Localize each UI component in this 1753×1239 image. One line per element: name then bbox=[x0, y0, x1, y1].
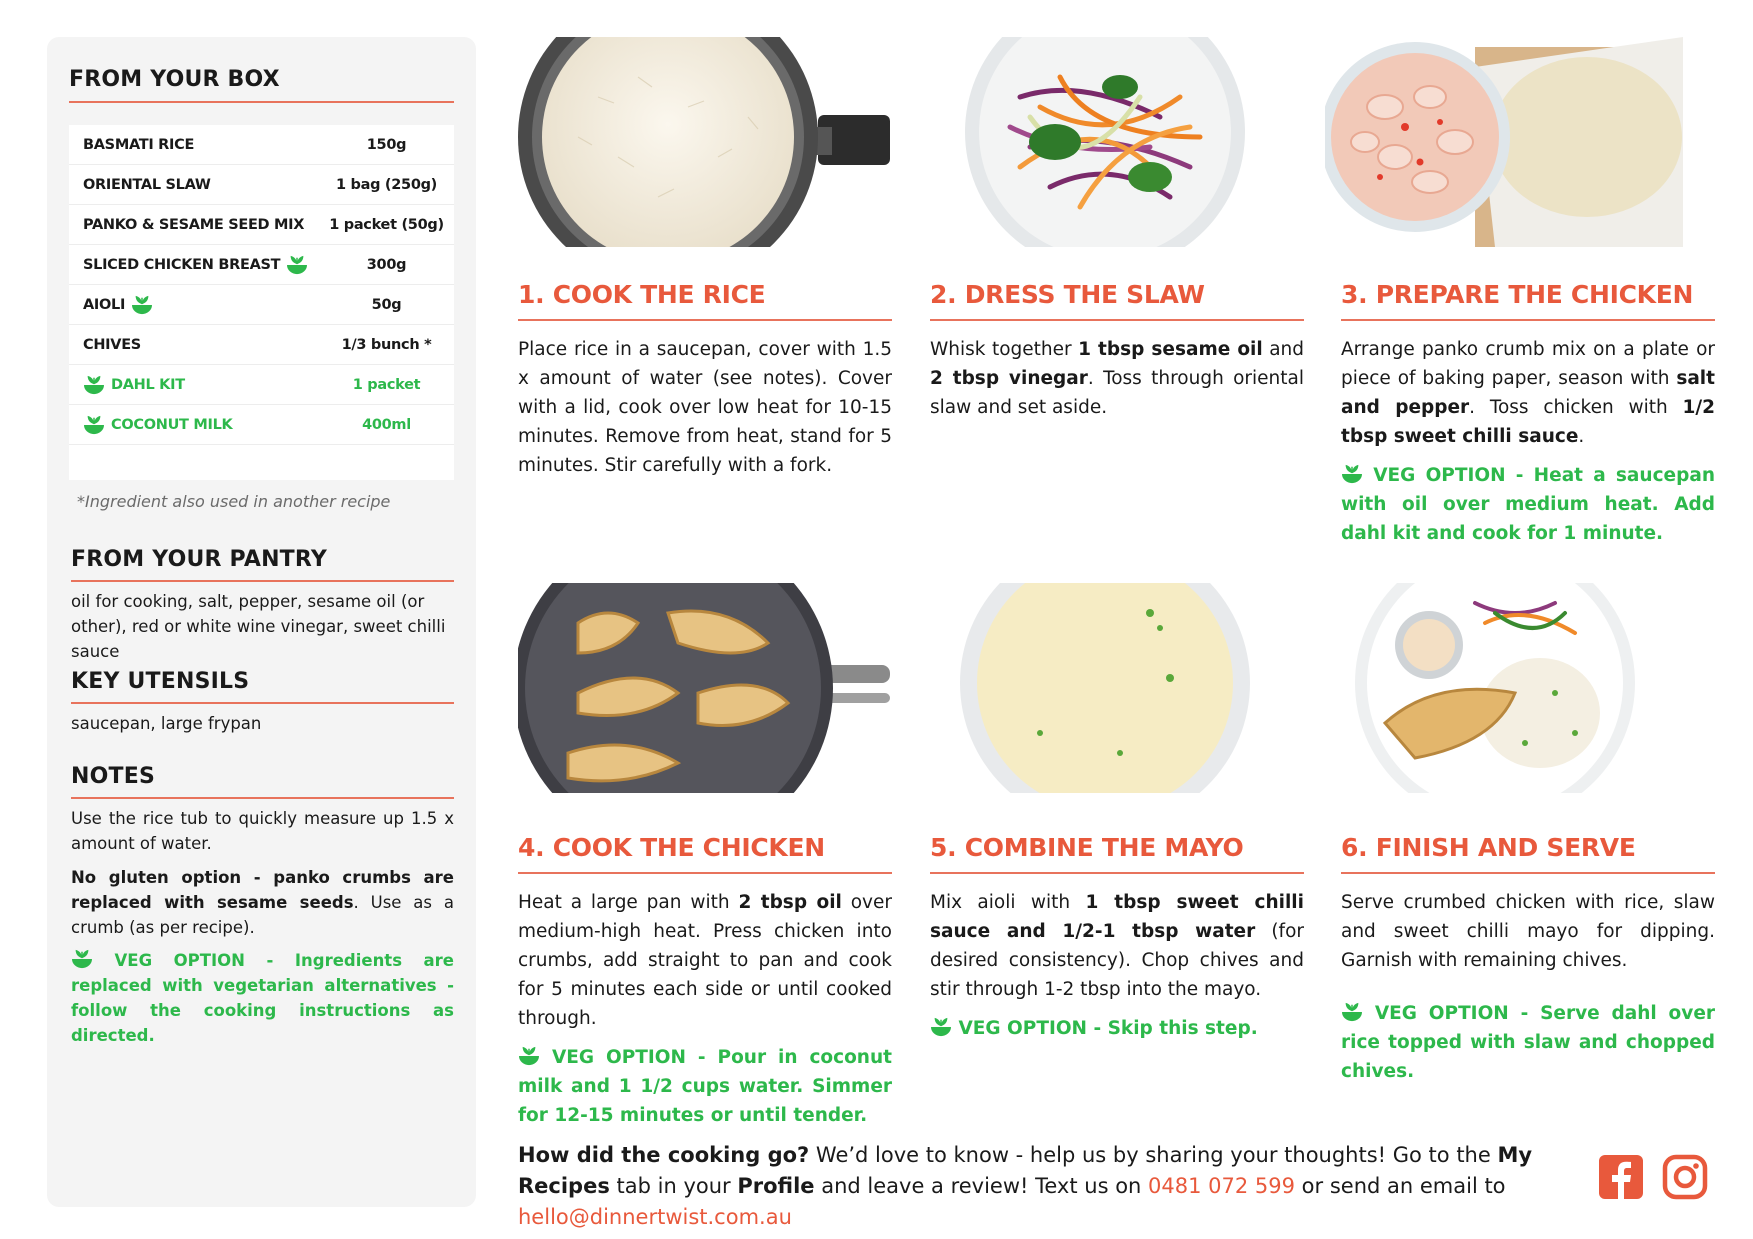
veg-leaf-icon bbox=[518, 1046, 540, 1066]
step-text: . bbox=[1578, 426, 1585, 447]
instagram-icon[interactable] bbox=[1661, 1153, 1709, 1201]
step-text: Place rice in a saucepan, cover with 1.5 x amount of water (see notes). Cover with a lid, cook over low heat for 10-15 minutes. Remove from heat, stand for 5 minutes. Stir carefully with a fork. bbox=[518, 339, 892, 476]
step-text: (for desired consistency). Chop chives and stir through 1-2 tbsp into the mayo. bbox=[930, 921, 1304, 1000]
step-3 bbox=[1341, 280, 1715, 548]
ingredient-quantity: 1/3 bunch * bbox=[341, 336, 432, 353]
step-body bbox=[518, 335, 892, 480]
ingredient-row bbox=[69, 245, 454, 285]
step-text: Heat a large pan with bbox=[518, 892, 739, 913]
step-1 bbox=[518, 280, 892, 480]
ingredient-quantity: 300g bbox=[366, 256, 407, 273]
ingredient-name bbox=[69, 177, 319, 193]
divider bbox=[518, 872, 892, 874]
step-2 bbox=[930, 280, 1304, 422]
ingredients-sidebar bbox=[47, 37, 476, 1207]
step-body bbox=[1341, 888, 1715, 975]
chicken-crumbs-photo bbox=[1325, 37, 1683, 247]
step-6 bbox=[1341, 833, 1715, 1086]
ingredients-table bbox=[69, 125, 454, 480]
ingredient-name bbox=[69, 137, 319, 153]
footer-text: tab in your bbox=[609, 1174, 738, 1198]
step-title: 5. COMBINE THE MAYO bbox=[930, 833, 1244, 862]
veg-leaf-icon bbox=[131, 295, 153, 315]
step-body bbox=[930, 335, 1304, 422]
divider bbox=[71, 797, 454, 799]
slaw-bowl-photo bbox=[960, 37, 1250, 247]
plated-meal-photo bbox=[1325, 583, 1683, 793]
veg-option-text: VEG OPTION - Skip this step. bbox=[958, 1018, 1258, 1039]
step-veg-option bbox=[1341, 999, 1715, 1086]
footer-text: We’d love to know - help us by sharing your thoughts! Go to the bbox=[809, 1143, 1498, 1167]
ingredient-label: ORIENTAL SLAW bbox=[83, 176, 211, 193]
ingredient-label: COCONUT MILK bbox=[111, 416, 233, 433]
veg-leaf-icon bbox=[83, 415, 105, 435]
ingredient-quantity: 1 packet (50g) bbox=[329, 216, 444, 233]
ingredient-row bbox=[69, 325, 454, 365]
step-bold-text: 2 tbsp vinegar bbox=[930, 368, 1088, 389]
step-title: 3. PREPARE THE CHICKEN bbox=[1341, 280, 1694, 309]
step-text: Serve crumbed chicken with rice, slaw and sweet chilli mayo for dipping. Garnish with remaining chives. bbox=[1341, 892, 1715, 971]
pantry-text: oil for cooking, salt, pepper, sesame oil (or other), red or white wine vinegar, sweet chilli sauce bbox=[71, 592, 446, 661]
step-bold-text: 1 tbsp sweet chilli sauce and 1/2-1 tbsp water bbox=[930, 892, 1304, 942]
ingredient-name bbox=[69, 295, 319, 315]
ingredient-label: AIOLI bbox=[83, 296, 126, 313]
step-body bbox=[930, 888, 1304, 1004]
chicken-frypan-photo bbox=[518, 583, 890, 793]
footer-text: or send an email to bbox=[1295, 1174, 1506, 1198]
step-title: 4. COOK THE CHICKEN bbox=[518, 833, 825, 862]
note-gluten bbox=[71, 865, 454, 940]
ingredient-row bbox=[69, 125, 454, 165]
ingredient-name bbox=[69, 375, 319, 395]
veg-leaf-icon bbox=[930, 1017, 952, 1037]
ingredient-row bbox=[69, 165, 454, 205]
rice-pan-photo bbox=[518, 37, 890, 247]
from-your-pantry-title: FROM YOUR PANTRY bbox=[71, 547, 327, 572]
note-rice-tub: Use the rice tub to quickly measure up 1.5 x amount of water. bbox=[71, 809, 454, 853]
veg-leaf-icon bbox=[83, 375, 105, 395]
step-veg-option bbox=[1341, 461, 1715, 548]
step-bold-text: salt and pepper bbox=[1341, 368, 1715, 418]
footer-text: and leave a review! Text us on bbox=[814, 1174, 1149, 1198]
footnote: *Ingredient also used in another recipe bbox=[77, 492, 391, 511]
ingredient-name bbox=[69, 217, 319, 233]
ingredient-row bbox=[69, 405, 454, 445]
veg-leaf-icon bbox=[1341, 464, 1363, 484]
divider bbox=[69, 101, 454, 103]
divider bbox=[71, 580, 454, 582]
utensils-text: saucepan, large frypan bbox=[71, 714, 262, 733]
ingredient-row bbox=[69, 205, 454, 245]
step-title: 6. FINISH AND SERVE bbox=[1341, 833, 1636, 862]
footer-question: How did the cooking go? bbox=[518, 1143, 810, 1167]
step-text: Mix aioli with bbox=[930, 892, 1086, 913]
veg-option-text: VEG OPTION - Heat a saucepan with oil over medium heat. Add dahl kit and cook for 1 minute. bbox=[1341, 465, 1715, 544]
veg-option-text: VEG OPTION - Pour in coconut milk and 1 1/2 cups water. Simmer for 12-15 minutes or until tender. bbox=[518, 1047, 892, 1126]
ingredient-quantity: 50g bbox=[371, 296, 402, 313]
step-bold-text: 2 tbsp oil bbox=[738, 892, 842, 913]
profile-link[interactable]: Profile bbox=[737, 1174, 815, 1198]
ingredient-name bbox=[69, 255, 319, 275]
step-title: 2. DRESS THE SLAW bbox=[930, 280, 1205, 309]
veg-leaf-icon bbox=[1341, 1002, 1363, 1022]
step-text: . Toss chicken with bbox=[1469, 397, 1683, 418]
mayo-bowl-photo bbox=[960, 583, 1250, 793]
feedback-footer bbox=[518, 1140, 1568, 1233]
ingredient-name bbox=[69, 337, 319, 353]
note-gluten-rest: . Use as a crumb (as per recipe). bbox=[71, 893, 454, 937]
ingredient-quantity: 1 bag (250g) bbox=[335, 176, 438, 193]
email-link[interactable]: hello@dinnertwist.com.au bbox=[518, 1205, 792, 1229]
divider bbox=[1341, 319, 1715, 321]
step-4 bbox=[518, 833, 892, 1130]
step-bold-text: 1 tbsp sesame oil bbox=[1078, 339, 1263, 360]
ingredient-label: BASMATI RICE bbox=[83, 136, 195, 153]
divider bbox=[930, 319, 1304, 321]
notes-title: NOTES bbox=[71, 764, 155, 789]
ingredient-label: SLICED CHICKEN BREAST bbox=[83, 256, 281, 273]
note-gluten-bold: No gluten option - panko crumbs are replaced with sesame seeds bbox=[71, 868, 454, 912]
ingredient-quantity: 150g bbox=[366, 136, 407, 153]
divider bbox=[71, 702, 454, 704]
ingredient-quantity: 1 packet bbox=[352, 376, 421, 393]
step-veg-option bbox=[930, 1014, 1304, 1043]
ingredient-quantity: 400ml bbox=[362, 416, 411, 433]
note-veg-text: VEG OPTION - Ingredients are replaced with vegetarian alternatives - follow the cooking instructions as directed. bbox=[71, 951, 455, 1045]
my-recipes-link[interactable]: My Recipes bbox=[518, 1143, 1533, 1198]
step-veg-option bbox=[518, 1043, 892, 1130]
step-title: 1. COOK THE RICE bbox=[518, 280, 766, 309]
divider bbox=[930, 872, 1304, 874]
ingredient-row bbox=[69, 285, 454, 325]
from-your-box-title: FROM YOUR BOX bbox=[69, 67, 280, 92]
note-veg-option bbox=[71, 948, 454, 1048]
divider bbox=[1341, 872, 1715, 874]
key-utensils-title: KEY UTENSILS bbox=[71, 669, 250, 694]
divider bbox=[518, 319, 892, 321]
ingredient-label: PANKO & SESAME SEED MIX bbox=[83, 216, 305, 233]
step-text: Arrange panko crumb mix on a plate or piece of baking paper, season with bbox=[1341, 339, 1715, 389]
ingredient-label: DAHL KIT bbox=[111, 376, 185, 393]
step-5 bbox=[930, 833, 1304, 1043]
phone-link[interactable]: 0481 072 599 bbox=[1148, 1174, 1295, 1198]
ingredient-label: CHIVES bbox=[83, 336, 141, 353]
step-text: . Toss through oriental slaw and set aside. bbox=[930, 368, 1304, 418]
veg-option-text: VEG OPTION - Serve dahl over rice topped with slaw and chopped chives. bbox=[1341, 1003, 1715, 1082]
step-text: over medium-high heat. Press chicken into crumbs, add straight to pan and cook for 5 minutes each side or until cooked through. bbox=[518, 892, 892, 1029]
step-bold-text: 1/2 tbsp sweet chilli sauce bbox=[1341, 397, 1715, 447]
ingredient-row bbox=[69, 365, 454, 405]
veg-leaf-icon bbox=[71, 949, 93, 969]
step-body bbox=[1341, 335, 1715, 451]
step-text: and bbox=[1262, 339, 1304, 360]
facebook-icon[interactable] bbox=[1597, 1153, 1645, 1201]
step-text: Whisk together bbox=[930, 339, 1079, 360]
ingredient-name bbox=[69, 415, 319, 435]
veg-leaf-icon bbox=[286, 255, 308, 275]
step-body bbox=[518, 888, 892, 1033]
